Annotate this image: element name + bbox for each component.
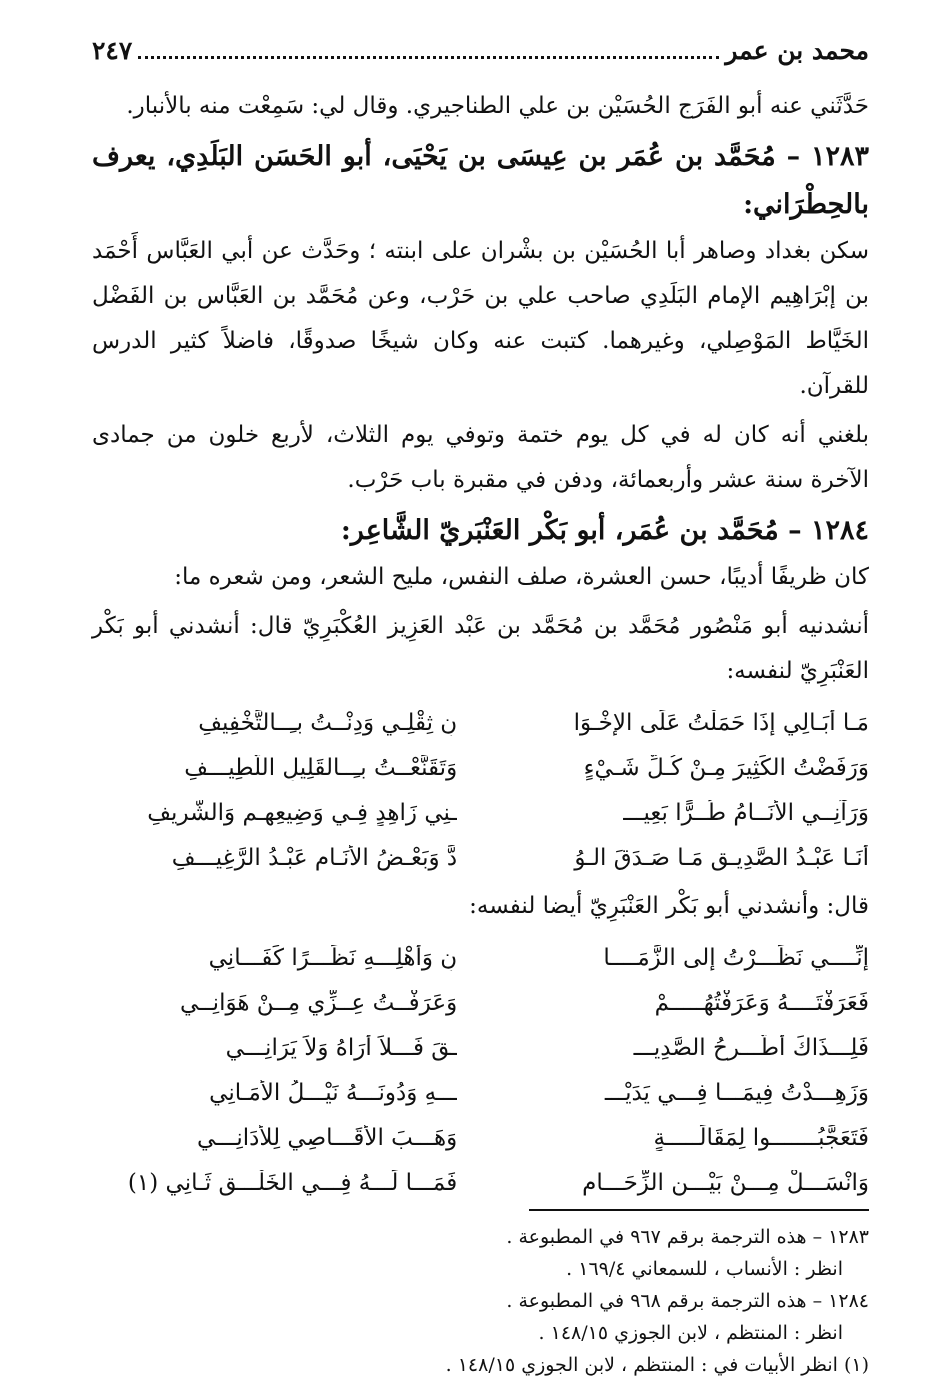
verse-first-hemistich: مَـا أُبَـالِي إِذَا حَمَلْتُ عَلَى الإِخْـوَا bbox=[573, 709, 869, 736]
poem-verse bbox=[92, 790, 869, 835]
verse-second-hemistich: وَهَـــبَ الأَقَـــاصِي لِلأَدَانِـــي bbox=[196, 1124, 458, 1151]
footnote-line: انظر : الأنساب ، للسمعاني ١٦٩/٤ . bbox=[566, 1258, 843, 1280]
footnote-line: ١٢٨٣ – هذه الترجمة برقم ٩٦٧ في المطبوعة . bbox=[506, 1226, 869, 1248]
verse-second-hemistich: نِ ثِقْلِـي وَدِنْــتُ بـِــالتَّخْفِيفِ bbox=[198, 709, 458, 736]
entry-1284-title: ١٢٨٤ – مُحَمَّد بن عُمَر، أبو بَكْر العَنْبَريّ الشَّاعِر: bbox=[340, 515, 869, 546]
verse-second-hemistich: فَمَـــا لَـــهُ فِـــي الخَلْـــقِ ثَـانِي (١) bbox=[127, 1169, 458, 1196]
verse-first-hemistich: وَانْسَـــلْ مِـــنْ بَيْـــنِ الزِّحَـــامِ bbox=[582, 1169, 869, 1196]
verse-first-hemistich: وَزَهِـــدْتُ فِيمَـــا فِـــي يَدَيْـــ bbox=[604, 1079, 869, 1106]
leader-dots bbox=[138, 56, 719, 59]
verse-second-hemistich: وَعَرَفْــتُ عِــزِّي مِــنْ هَوَانِــي bbox=[180, 989, 458, 1016]
verse-first-hemistich: وَرَفَضْتُ الكَثِيرَ مِـنْ كُـلِّ شَـيْءٍ bbox=[583, 754, 869, 781]
verse-first-hemistich: إِنِّــــي نَظَـــرْتُ إِلى الزَّمَــــا bbox=[603, 944, 869, 971]
footnote-divider bbox=[529, 1209, 869, 1211]
poem-verse bbox=[92, 1025, 869, 1070]
verse-second-hemistich: ـــهِ وَدُونَـــهُ نَيْـــلُ الأَمَـانِي bbox=[209, 1079, 458, 1106]
poem-verse bbox=[92, 1070, 869, 1115]
running-title: محمد بن عمر bbox=[725, 36, 869, 65]
footnote-line: ١٢٨٤ – هذه الترجمة برقم ٩٦٨ في المطبوعة . bbox=[506, 1290, 869, 1312]
verse-first-hemistich: وَرَآنِــي الأَنَــامُ طُــرًّا بَعِيـــ bbox=[623, 799, 869, 826]
entry-1283-para-2: بلغني أنه كان له في كل يوم ختمة وتوفي يوم الثلاث، لأربع خلون من جمادى الآخرة سنة عشر وأربعمائة، ودفن في مقبرة باب حَرْب. bbox=[92, 422, 869, 493]
poem-verse bbox=[92, 1115, 869, 1160]
verse-second-hemistich: نِ وَأَهْلِـــهِ نَظَـــرًا كَفَـــانِي bbox=[208, 944, 458, 971]
footnote-line: انظر : المنتظم ، لابن الجوزي ١٤٨/١٥ . bbox=[538, 1322, 843, 1344]
entry-1283-title: ١٢٨٣ – مُحَمَّد بن عُمَر بن عِيسَى بن يَحْيَى، أبو الحَسَن البَلَدِي، يعرف بالحِطْرَاني: bbox=[92, 141, 869, 220]
poem-verse bbox=[92, 745, 869, 790]
verse-second-hemistich: ـقَ فَـــلاَ أَرَاهُ وَلاَ يَرَانِـــي bbox=[225, 1034, 458, 1061]
entry-1283-para-1: سكن بغداد وصاهر أبا الحُسَيْن بن بشْران على ابنته ؛ وحَدَّث عن أبي العَبَّاس أَحْمَد بن إبْرَاهِيم الإمام البَلَدِي صاحب علي بن حَرْب، وعن مُحَمَّد بن العَبَّاس بن الفَضْل الخَيَّاط المَوْصِلي، وغيرهما. كتبت عنه وكان شيخًا صدوقًا، فاضلاً كثير الدرس للقرآن. bbox=[92, 238, 869, 399]
poem-verse bbox=[92, 1160, 869, 1205]
footnote-line: (١) انظر الأبيات في : المنتظم ، لابن الجوزي ١٤٨/١٥ . bbox=[445, 1354, 869, 1376]
verse-first-hemistich: فَعَرَفْتَــــهُ وَعَرَفْتُهُـــــمْ bbox=[654, 989, 869, 1016]
verse-first-hemistich: أَنَـا عَبْـدُ الصَّدِيـقِ مَـا صَـدَقَ الـوُ bbox=[574, 844, 869, 871]
poem-verse bbox=[92, 935, 869, 980]
intro-line: حَدَّثَني عنه أبو الفَرَج الحُسَيْن بن علي الطناجيري. وقال لي: سَمِعْت منه بالأنبار. bbox=[126, 93, 869, 119]
verse-first-hemistich: فَتَعَجَّبُـــــــوا لِمَقَالَـــــةٍ bbox=[653, 1124, 869, 1151]
footnotes bbox=[92, 1221, 869, 1381]
poem-verse bbox=[92, 980, 869, 1025]
running-header bbox=[92, 36, 869, 84]
poem-verse bbox=[92, 700, 869, 745]
verse-second-hemistich: ـنِي زَاهِدٍ فِـي وَضِيعِهِـم وَالشَّرِيفِ bbox=[147, 799, 458, 826]
verse-second-hemistich: وَتَقَنَّعْــتُ بـِــالقَلِيلِ اللَّطِيـــفِ bbox=[184, 754, 458, 781]
entry-1284-para-3: قال: وأنشدني أبو بَكْر العَنْبَرِيّ أيضا لنفسه: bbox=[469, 893, 869, 919]
poem-verse bbox=[92, 835, 869, 880]
entry-1284-para-1: كان ظريفًا أديبًا، حسن العشرة، صلف النفس، مليح الشعر، ومن شعره ما: bbox=[174, 564, 869, 590]
page-number: ٢٤٧ bbox=[92, 36, 133, 65]
poem-2 bbox=[92, 935, 869, 1205]
entry-1284-para-2: أنشدنيه أبو مَنْصُور مُحَمَّد بن مُحَمَّد بن عَبْد العَزِيز العُكْبَرِيّ قال: أنشدني أبو بَكْر العَنْبَرِيّ لنفسه: bbox=[92, 613, 869, 684]
verse-first-hemistich: فَلِـــذَاكَ أَطَّـــرِحُ الصَّدِيـــ bbox=[633, 1034, 869, 1061]
verse-second-hemistich: دَّ وَبَعْـضُ الأَنَـامِ عَبْـدُ الرَّغِيـــفِ bbox=[171, 844, 458, 871]
poem-1 bbox=[92, 700, 869, 880]
